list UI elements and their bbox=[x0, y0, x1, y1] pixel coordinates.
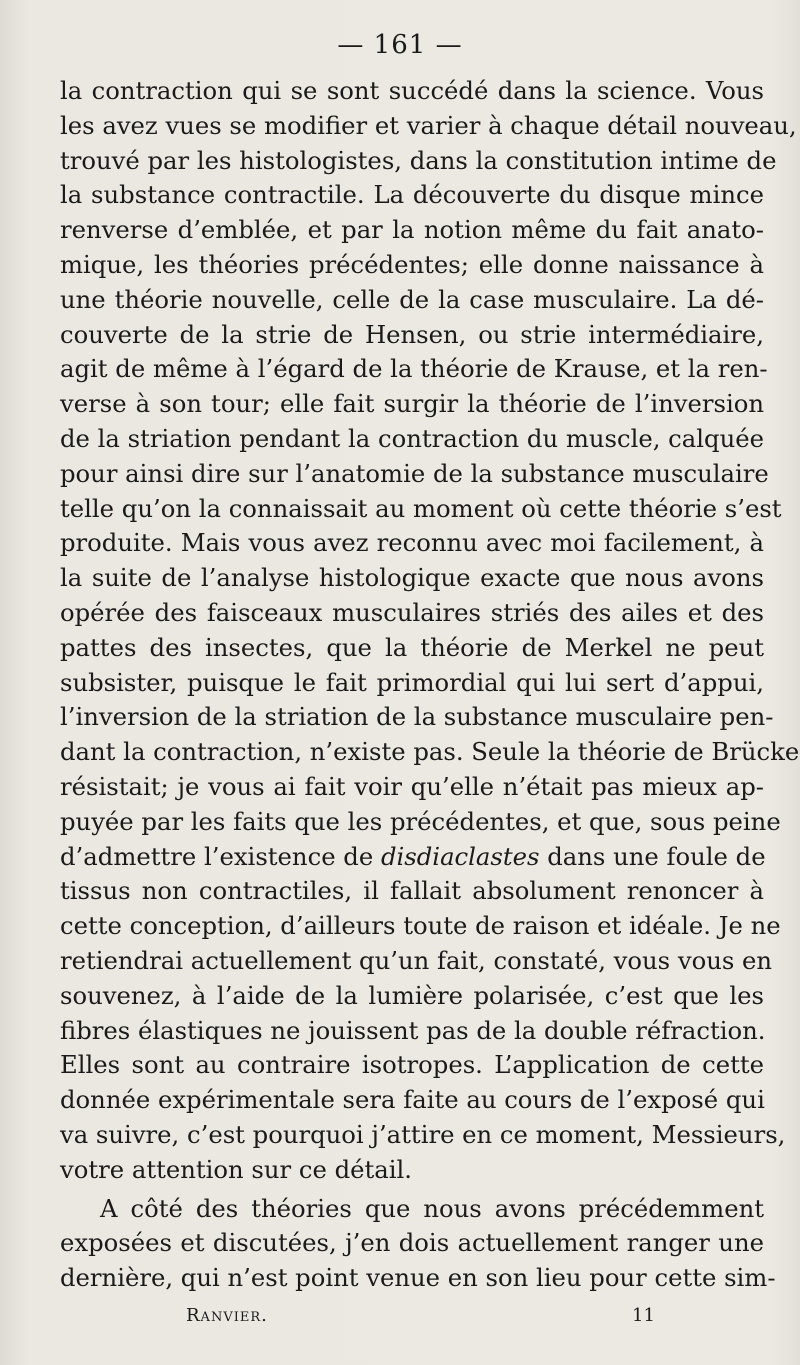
text-line: la contraction qui se sont succédé dans la science. Vous bbox=[60, 76, 764, 105]
text-line: dernière, qui n’est point venue en son lieu pour cette sim- bbox=[60, 1263, 776, 1293]
text-line: opérée des faisceaux musculaires striés des ailes et des bbox=[60, 597, 764, 627]
text-line: fibres élastiques ne jouissent pas de la double réfraction. bbox=[60, 1015, 766, 1045]
footer-author: Ranvier. bbox=[186, 1305, 268, 1326]
text-line: dant la contraction, n’existe pas. Seule la théorie de Brücke bbox=[60, 737, 800, 767]
text-line-paragraph-end: votre attention sur ce détail. bbox=[60, 1154, 413, 1184]
text-line: résistait; je vous ai fait voir qu’elle n’était pas mieux ap- bbox=[60, 771, 764, 801]
text-line: les avez vues se modifier et varier à chaque détail nouveau, bbox=[60, 110, 797, 140]
text-line: trouvé par les histologistes, dans la constitution intime de bbox=[60, 145, 777, 175]
text-line-with-italic bbox=[60, 840, 764, 875]
text-fragment: dans une foule de bbox=[539, 841, 766, 871]
text-line: cette conception, d’ailleurs toute de raison et idéale. Je ne bbox=[60, 911, 781, 941]
text-line: la suite de l’analyse histologique exacte que nous avons bbox=[60, 563, 764, 593]
text-line: tissus non contractiles, il fallait absolument renoncer à bbox=[60, 876, 764, 906]
text-line: mique, les théories précédentes; elle donne naissance à bbox=[60, 249, 764, 279]
text-fragment: d’admettre l’existence de bbox=[60, 841, 381, 871]
text-line: produite. Mais vous avez reconnu avec moi facilement, à bbox=[60, 528, 764, 558]
text-line: renverse d’emblée, et par la notion même du fait anato- bbox=[60, 215, 764, 245]
text-line: telle qu’on la connaissait au moment où cette théorie s’est bbox=[60, 493, 782, 523]
text-line: puyée par les faits que les précédentes, et que, sous peine bbox=[60, 806, 781, 836]
text-line: donnée expérimentale sera faite au cours de l’exposé qui bbox=[60, 1085, 765, 1115]
italic-term: disdiaclastes bbox=[380, 841, 540, 871]
text-line: couverte de la strie de Hensen, ou strie intermédiaire, bbox=[60, 319, 764, 349]
text-line: pattes des insectes, que la théorie de Merkel ne peut bbox=[60, 632, 764, 662]
text-line: retiendrai actuellement qu’un fait, constaté, vous vous en bbox=[60, 945, 773, 975]
text-line: va suivre, c’est pourquoi j’attire en ce moment, Messieurs, bbox=[60, 1119, 786, 1149]
text-line: exposées et discutées, j’en dois actuellement ranger une bbox=[60, 1228, 764, 1258]
footer-signature-number: 11 bbox=[632, 1305, 655, 1326]
text-line: verse à son tour; elle fait surgir la théorie de l’inversion bbox=[60, 389, 764, 419]
text-line: de la striation pendant la contraction du muscle, calquée bbox=[60, 423, 765, 453]
text-line: la substance contractile. La découverte du disque mince bbox=[60, 180, 764, 210]
text-line: souvenez, à l’aide de la lumière polarisée, c’est que les bbox=[60, 980, 764, 1010]
text-line: l’inversion de la striation de la substance musculaire pen- bbox=[60, 702, 774, 732]
text-line-paragraph-start: A côté des théories que nous avons précédemment bbox=[100, 1193, 764, 1223]
text-line: une théorie nouvelle, celle de la case musculaire. La dé- bbox=[60, 284, 764, 314]
text-line: subsister, puisque le fait primordial qui lui sert d’appui, bbox=[60, 667, 764, 697]
page-footer bbox=[60, 1305, 764, 1335]
text-line: Elles sont au contraire isotropes. L’application de cette bbox=[60, 1050, 764, 1080]
page-number: — 161 — bbox=[337, 30, 463, 60]
text-line: agit de même à l’égard de la théorie de Krause, et la ren- bbox=[60, 354, 768, 384]
text-line: pour ainsi dire sur l’anatomie de la substance musculaire bbox=[60, 458, 769, 488]
body-text bbox=[60, 74, 800, 1296]
